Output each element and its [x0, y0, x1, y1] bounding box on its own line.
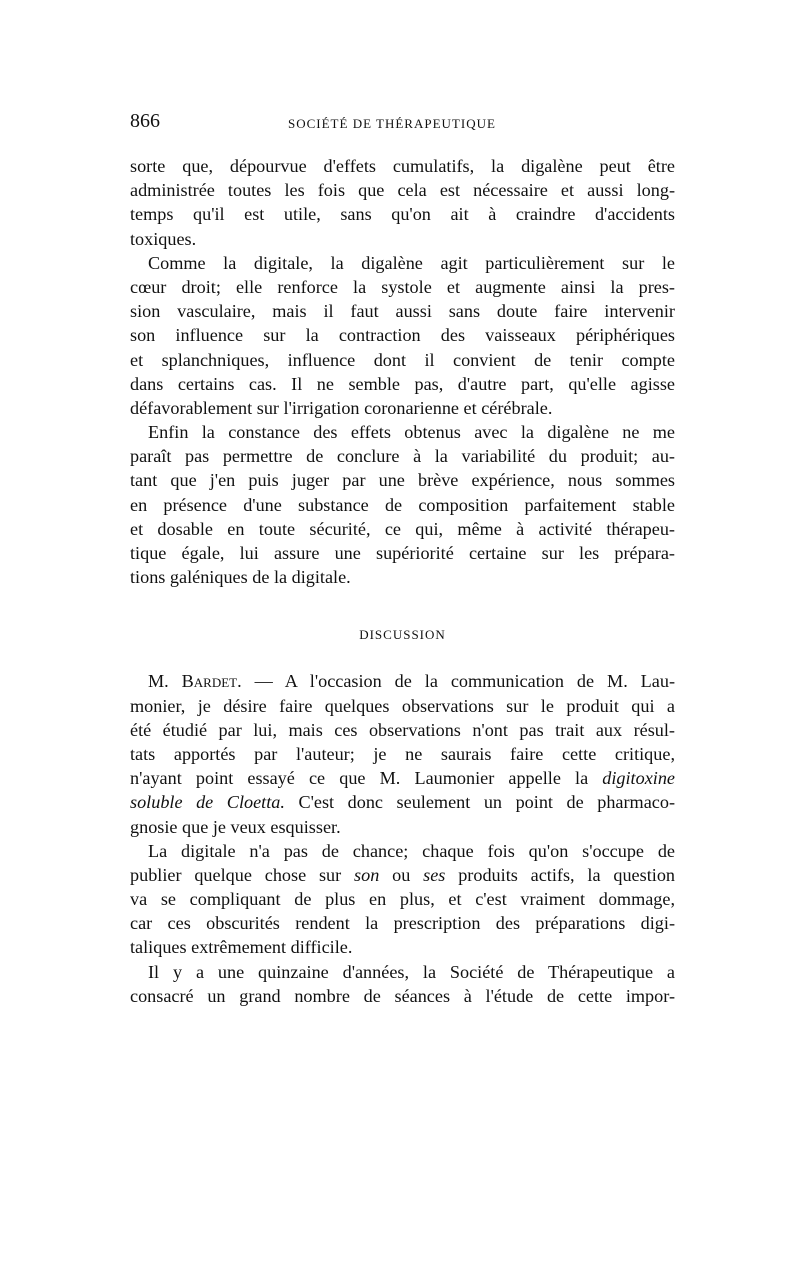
text-line: va se compliquant de plus en plus, et c'est vraiment dommage, [130, 889, 675, 910]
text-run: publier quelque chose sur [130, 864, 355, 885]
text-line: tant que j'en puis juger par une brève expérience, nous sommes [130, 470, 675, 491]
paragraph [130, 420, 675, 589]
text-line: cœur droit; elle renforce la systole et augmente ainsi la pres- [130, 276, 675, 297]
body-text [130, 154, 675, 1008]
text-line: monier, je désire faire quelques observations sur le produit qui a [130, 695, 675, 716]
italic-term: soluble de Cloetta. [130, 792, 285, 813]
text-line [130, 790, 675, 814]
text-line: taliques extrêmement difficile. [130, 937, 353, 958]
text-line: consacré un grand nombre de séances à l'étude de cette impor- [130, 985, 675, 1006]
page-header [130, 110, 675, 140]
text-run: C'est donc seulement un point de pharmaco- [284, 792, 675, 813]
text-line: paraît pas permettre de conclure à la variabilité du produit; au- [130, 446, 675, 467]
text-line: tique égale, lui assure une supériorité certaine sur les prépara- [130, 543, 675, 563]
paragraph [130, 154, 675, 251]
text-line: gnosie que je veux esquisser. [130, 816, 341, 837]
text-run: — A l'occasion de la communication de M. Lau- [241, 671, 676, 692]
text-line: Il y a une quinzaine d'années, la Société de Thérapeutique a [148, 961, 675, 982]
italic-term: ses [423, 864, 446, 885]
text-line [130, 669, 675, 693]
text-line: et splanchniques, influence dont il convient de tenir compte [130, 349, 675, 370]
text-line: La digitale n'a pas de chance; chaque fois qu'on s'occupe de [148, 840, 675, 861]
text-line: son influence sur la contraction des vaisseaux périphériques [130, 325, 675, 346]
text-line: sion vasculaire, mais il faut aussi sans doute faire intervenir [130, 301, 675, 322]
text-line: toxiques. [130, 228, 197, 249]
paragraph [130, 839, 675, 960]
text-line: été étudié par lui, mais ces observations n'ont pas trait aux résul- [130, 719, 675, 740]
text-line: tions galéniques de la digitale. [130, 567, 351, 588]
text-line: Enfin la constance des effets obtenus avec la digalène ne me [148, 422, 675, 443]
text-line: tats apportés par l'auteur; je ne saurais faire cette critique, [130, 743, 675, 764]
running-title: SOCIÉTÉ DE THÉRAPEUTIQUE [288, 116, 496, 131]
text-line: Comme la digitale, la digalène agit particulièrement sur le [148, 252, 675, 273]
text-line: dans certains cas. Il ne semble pas, d'autre part, qu'elle agisse [130, 373, 675, 394]
paragraph [130, 251, 675, 420]
text-line: et dosable en toute sécurité, ce qui, même à activité thérapeu- [130, 518, 675, 539]
paragraph [130, 960, 675, 1008]
text-line: en présence d'une substance de composition parfaitement stable [130, 494, 675, 515]
text-line: car ces obscurités rendent la prescription des préparations digi- [130, 913, 675, 934]
paragraph-bardet [130, 669, 675, 838]
text-run: produits actifs, la question [445, 864, 676, 885]
speaker-name: M. Bardet. [148, 671, 242, 692]
text-line: administrée toutes les fois que cela est nécessaire et aussi long- [130, 180, 675, 201]
text-line: défavorablement sur l'irrigation coronarienne et cérébrale. [130, 397, 553, 418]
text-line: sorte que, dépourvue d'effets cumulatifs, la digalène peut être [130, 156, 675, 176]
page-number: 866 [130, 110, 160, 132]
section-title: DISCUSSION [359, 627, 446, 643]
text-run: ou [379, 864, 424, 885]
text-line [130, 863, 675, 887]
text-line [130, 766, 675, 790]
italic-term: son [354, 864, 380, 885]
text-run: n'ayant point essayé ce que M. Laumonier appelle la [130, 768, 603, 789]
italic-term: digitoxine [602, 768, 675, 789]
text-line: temps qu'il est utile, sans qu'on ait à craindre d'accidents [130, 204, 675, 225]
